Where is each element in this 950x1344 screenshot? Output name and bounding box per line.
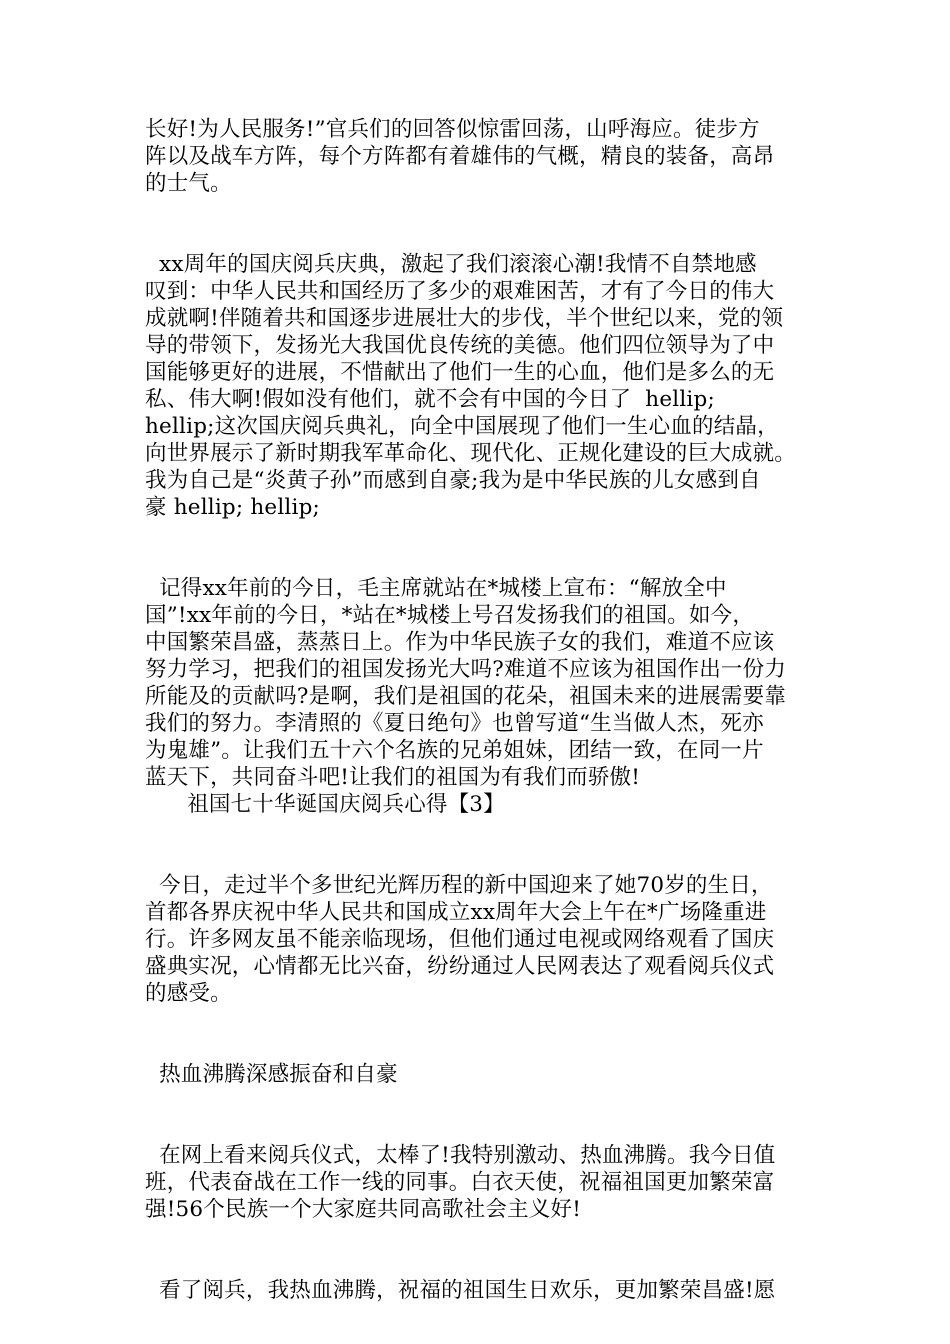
text-line: 国”!xx年前的今日，*站在*城楼上号召发扬我们的祖国。如今，	[145, 603, 755, 628]
text-line: 的士气。	[145, 171, 232, 196]
subheading: 热血沸腾深感振奋和自豪	[145, 1062, 398, 1087]
text-line: 行。许多网友虽不能亲临现场，但他们通过电视或网络观看了国庆	[145, 927, 775, 952]
paragraph-spacer	[145, 521, 825, 575]
text-line: 班，代表奋战在工作一线的同事。白衣天使，祝福祖国更加繁荣富	[145, 1170, 775, 1195]
paragraph	[145, 116, 825, 197]
text-line: 私、伟大啊!假如没有他们，就不会有中国的今日了 hellip;	[145, 387, 715, 412]
text-line: 我们的努力。李清照的《夏日绝句》也曾写道“生当做人杰，死亦	[145, 711, 764, 736]
paragraph	[145, 1142, 825, 1223]
text-line: 今日，走过半个多世纪光辉历程的新中国迎来了她70岁的生日，	[145, 873, 773, 898]
text-line: 叹到：中华人民共和国经历了多少的艰难困苦，才有了今日的伟大	[145, 279, 775, 304]
text-line: 记得xx年前的今日，毛主席就站在*城楼上宣布：“解放全中	[145, 576, 727, 601]
document-page	[145, 116, 825, 1304]
text-line: 长好!为人民服务!”官兵们的回答似惊雷回荡，山呼海应。徒步方	[145, 117, 760, 142]
text-line: 阵以及战车方阵，每个方阵都有着雄伟的气概，精良的装备，高昂	[145, 144, 775, 169]
paragraph-spacer	[145, 197, 825, 251]
paragraph	[145, 1277, 825, 1304]
section-heading: 祖国七十华诞国庆阅兵心得【3】	[145, 792, 505, 817]
text-line: 导的带领下，发扬光大我国优良传统的美德。他们四位领导为了中	[145, 333, 775, 358]
text-line: xx周年的国庆阅兵庆典，激起了我们滚滚心潮!我情不自禁地感	[145, 252, 757, 277]
paragraph-spacer	[145, 1223, 825, 1277]
paragraph	[145, 575, 825, 818]
paragraph-spacer	[145, 1007, 825, 1061]
text-line: 为鬼雄”。让我们五十六个名族的兄弟姐妹，团结一致，在同一片	[145, 738, 764, 763]
text-line: 努力学习，把我们的祖国发扬光大吗?难道不应该为祖国作出一份力	[145, 657, 787, 682]
paragraph-spacer	[145, 1088, 825, 1142]
text-line: 的感受。	[145, 981, 232, 1006]
text-line: 强!56个民族一个大家庭共同高歌社会主义好!	[145, 1197, 582, 1222]
text-line: 所能及的贡献吗?是啊，我们是祖国的花朵，祖国未来的进展需要靠	[145, 684, 787, 709]
paragraph-spacer	[145, 818, 825, 872]
text-line: 我为自己是“炎黄子孙”而感到自豪;我为是中华民族的儿女感到自	[145, 468, 761, 493]
text-line: 国能够更好的进展，不惜献出了他们一生的心血，他们是多么的无	[145, 360, 775, 385]
paragraph	[145, 1061, 825, 1088]
paragraph	[145, 872, 825, 1007]
text-line: 蓝天下，共同奋斗吧!让我们的祖国为有我们而骄傲!	[145, 765, 641, 790]
paragraph	[145, 251, 825, 521]
text-line: 盛典实况，心情都无比兴奋，纷纷通过人民网表达了观看阅兵仪式	[145, 954, 775, 979]
text-line: 成就啊!伴随着共和国逐步进展壮大的步伐，半个世纪以来，党的领	[145, 306, 784, 331]
text-line: 中国繁荣昌盛，蒸蒸日上。作为中华民族子女的我们，难道不应该	[145, 630, 775, 655]
text-line: 在网上看来阅兵仪式，太棒了!我特别激动、热血沸腾。我今日值	[145, 1143, 776, 1168]
text-line: 向世界展示了新时期我军革命化、现代化、正规化建设的巨大成就。	[145, 441, 797, 466]
text-line: 首都各界庆祝中华人民共和国成立xx周年大会上午在*广场隆重进	[145, 900, 767, 925]
text-line: 豪 hellip; hellip;	[145, 495, 320, 520]
text-line: 看了阅兵，我热血沸腾，祝福的祖国生日欢乐，更加繁荣昌盛!愿	[145, 1278, 776, 1303]
text-line: hellip;这次国庆阅兵典礼，向全中国展现了他们一生心血的结晶，	[145, 414, 779, 439]
